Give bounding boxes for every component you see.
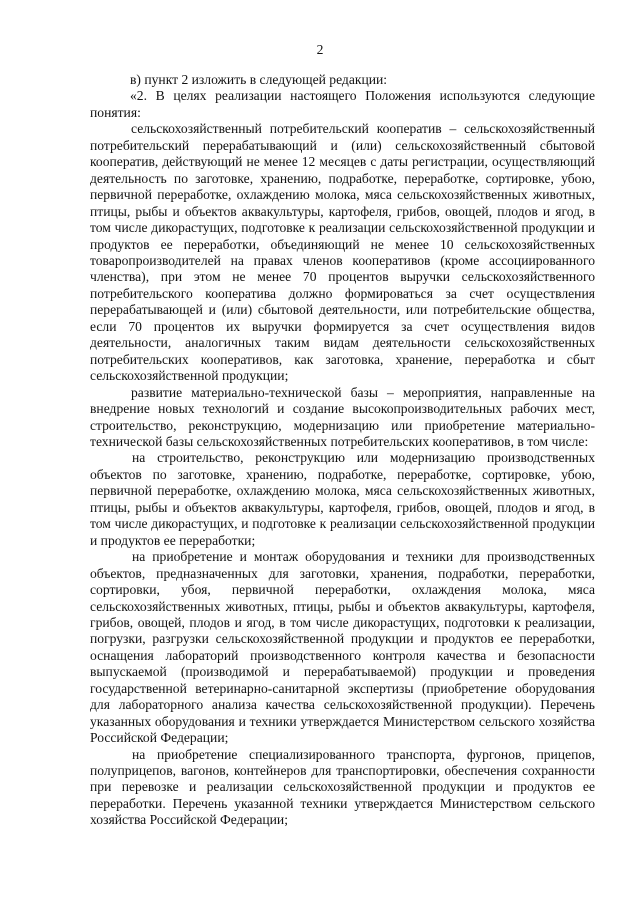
construction-item-paragraph: на строительство, реконструкцию или модернизацию производственных объектов по заготовке, хранению, подработке, переработке, сортировке, убою, первичной переработке, охлаждению молока, мяса сельскохозяйственных животных, птицы, рыбы и объектов аквакультуры, картофеля, грибов, овощей, плодов и ягод, в том числе дикорастущих, и подготовке к реализации сельскохозяйственной продукции и продуктов ее переработки; [90, 450, 595, 548]
definition-material-base-paragraph: развитие материально-технической базы – мероприятия, направленные на внедрение новых технологий и создание высокопроизводительных рабочих мест, строительство, реконструкцию, модернизацию или приобретение материально-технической базы сельскохозяйственных потребительских кооперативов, в том числе: [90, 384, 595, 449]
amendment-intro-paragraph: в) пункт 2 изложить в следующей редакции: [130, 72, 388, 87]
clause-2-paragraph: «2. В целях реализации настоящего Положения используются следующие понятия: [90, 88, 595, 120]
document-body [90, 72, 595, 829]
page-number: 2 [316, 42, 324, 57]
transport-item-paragraph: на приобретение специализированного транспорта, фургонов, прицепов, полуприцепов, вагонов, контейнеров для транспортировки, обеспечения сохранности при перевозке и реализации сельскохозяйственной продукции и продуктов ее переработки. Перечень указанной техники утверждается Министерством сельского хозяйства Российской Федерации; [90, 746, 595, 828]
definition-cooperative-paragraph: сельскохозяйственный потребительский кооператив – сельскохозяйственный потребительский перерабатывающий и (или) сельскохозяйственный сбытовой кооператив, действующий не менее 12 месяцев с даты регистрации, осуществляющий деятельность по заготовке, хранению, подработке, переработке, сортировке, убою, первичной переработке, охлаждению молока, мяса сельскохозяйственных животных, птицы, рыбы и объектов аквакультуры, картофеля, грибов, овощей, плодов и ягод, в том числе дикорастущих, подготовке к реализации сельскохозяйственной продукции и продуктов ее переработки, объединяющий не менее 10 сельскохозяйственных товаропроизводителей на правах членов кооперативов (кроме ассоциированного членства), при этом не менее 70 процентов выручки сельскохозяйственного потребительского кооператива должно формироваться за счет осуществления перерабатывающей и (или) сбытовой деятельности, или потребительские общества, если 70 процентов их выручки формируется за счет осуществления видов деятельности, аналогичных таким видам деятельности сельскохозяйственных потребительских кооперативов, как заготовка, хранение, переработка и сбыт сельскохозяйственной продукции; [90, 121, 595, 384]
equipment-item-paragraph: на приобретение и монтаж оборудования и техники для производственных объектов, предназначенных для заготовки, хранения, подработки, переработки, сортировки, убоя, первичной переработки, охлаждения молока, мяса сельскохозяйственных животных, птицы, рыбы и объектов аквакультуры, картофеля, грибов, овощей, плодов и ягод, в том числе дикорастущих, подготовки к реализации, погрузки, разгрузки сельскохозяйственной продукции и продуктов ее переработки, оснащения лабораторий производственного контроля качества и безопасности выпускаемой (производимой и перерабатываемой) продукции и проведения государственной ветеринарно-санитарной экспертизы (приобретение оборудования для лабораторного анализа качества сельскохозяйственной продукции). Перечень указанных оборудования и техники утверждается Министерством сельского хозяйства Российской Федерации; [90, 549, 595, 746]
